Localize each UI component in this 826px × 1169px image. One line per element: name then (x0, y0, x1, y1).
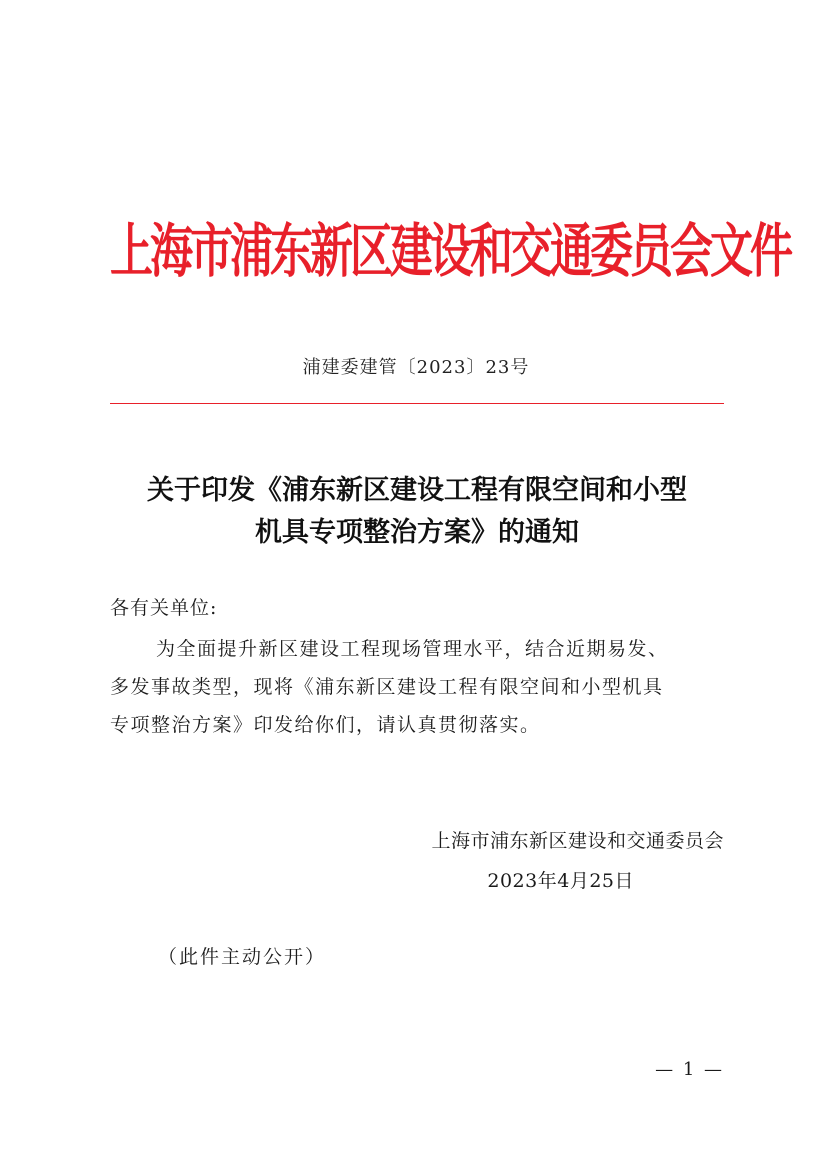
body-line-1: 为全面提升新区建设工程现场管理水平，结合近期易发、 (156, 638, 669, 660)
body-line-3: 专项整治方案》印发给你们，请认真贯彻落实。 (110, 714, 541, 736)
notice-title-line-2: 机具专项整治方案》的通知 (255, 517, 579, 548)
page-number: — 1 — (655, 1059, 724, 1080)
disclosure-note: （此件主动公开） (158, 946, 327, 968)
masthead-title: 上海市浦东新区建设和交通委员会文件 (110, 218, 790, 286)
signing-organization: 上海市浦东新区建设和交通委员会 (431, 830, 724, 852)
red-separator-line (110, 403, 724, 404)
body-line-2: 多发事故类型，现将《浦东新区建设工程有限空间和小型机具 (110, 676, 664, 698)
notice-title-line-1: 关于印发《浦东新区建设工程有限空间和小型 (147, 475, 687, 506)
salutation: 各有关单位: (110, 597, 218, 619)
signing-date: 2023年4月25日 (487, 870, 634, 892)
notice-title (100, 470, 734, 554)
document-number: 浦建委建管〔2023〕23号 (302, 357, 530, 378)
body-paragraph (110, 630, 730, 744)
